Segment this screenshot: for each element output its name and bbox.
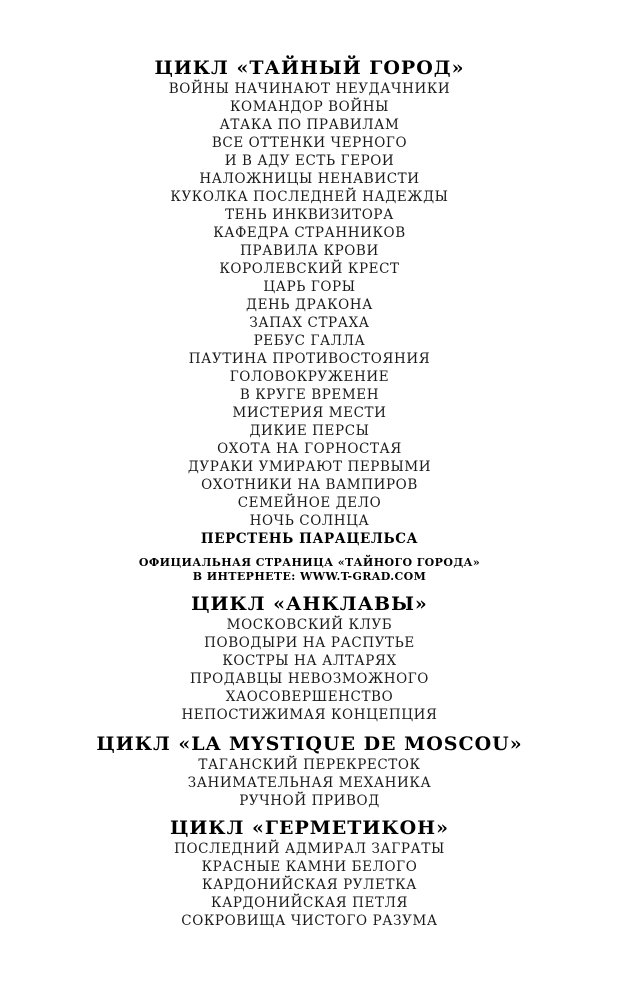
book-title: ДИКИЕ ПЕРСЫ	[249, 423, 370, 439]
book-title: ОХОТНИКИ НА ВАМПИРОВ	[201, 477, 418, 493]
book-title: ПРАВИЛА КРОВИ	[240, 243, 379, 259]
book-title: ПОСЛЕДНИЙ АДМИРАЛ ЗАГРАТЫ	[174, 841, 445, 857]
book-title: НОЧЬ СОЛНЦА	[249, 513, 370, 529]
book-title: КАРДОНИЙСКАЯ РУЛЕТКА	[202, 877, 417, 893]
book-title: В КРУГЕ ВРЕМЕН	[239, 387, 380, 403]
section-heading: ЦИКЛ «LA MYSTIQUE DE MOSCOU»	[96, 733, 523, 755]
book-title: РЕБУС ГАЛЛА	[253, 333, 366, 349]
book-title: МИСТЕРИЯ МЕСТИ	[232, 405, 387, 421]
book-title: РУЧНОЙ ПРИВОД	[239, 793, 380, 809]
book-title: КОРОЛЕВСКИЙ КРЕСТ	[219, 261, 400, 277]
book-title: ЦАРЬ ГОРЫ	[263, 279, 356, 295]
book-title: КРАСНЫЕ КАМНИ БЕЛОГО	[201, 859, 418, 875]
official-site-url-line: В ИНТЕРНЕТЕ: WWW.T-GRAD.COM	[192, 570, 427, 583]
book-title-new: ПЕРСТЕНЬ ПАРАЦЕЛЬСА	[200, 531, 419, 547]
book-title: ТЕНЬ ИНКВИЗИТОРА	[225, 207, 394, 223]
book-title: ДЕНЬ ДРАКОНА	[246, 297, 373, 313]
book-title: НЕПОСТИЖИМАЯ КОНЦЕПЦИЯ	[181, 707, 438, 723]
book-title: ЗАНИМАТЕЛЬНАЯ МЕХАНИКА	[187, 775, 432, 791]
book-title: АТАКА ПО ПРАВИЛАМ	[219, 117, 400, 133]
book-title: ПОВОДЫРИ НА РАСПУТЬЕ	[204, 635, 415, 651]
book-title: КОМАНДОР ВОЙНЫ	[230, 99, 389, 115]
official-site-note	[0, 556, 619, 584]
book-title: ПРОДАВЦЫ НЕВОЗМОЖНОГО	[190, 671, 429, 687]
section-germetikon	[0, 816, 619, 930]
book-title: ГОЛОВОКРУЖЕНИЕ	[229, 369, 390, 385]
section-heading: ЦИКЛ «ГЕРМЕТИКОН»	[169, 817, 450, 839]
book-title: СЕМЕЙНОЕ ДЕЛО	[237, 495, 382, 511]
book-title: ТАГАНСКИЙ ПЕРЕКРЕСТОК	[198, 757, 421, 773]
section-anklavy	[0, 592, 619, 724]
book-title: КОСТРЫ НА АЛТАРЯХ	[222, 653, 397, 669]
book-title: И В АДУ ЕСТЬ ГЕРОИ	[224, 153, 395, 169]
book-title: ПАУТИНА ПРОТИВОСТОЯНИЯ	[188, 351, 431, 367]
book-title: ЗАПАХ СТРАХА	[249, 315, 370, 331]
official-site-note-line: ОФИЦИАЛЬНАЯ СТРАНИЦА «ТАЙНОГО ГОРОДА»	[138, 556, 481, 569]
section-tainy-gorod	[0, 56, 619, 584]
book-title: СОКРОВИЩА ЧИСТОГО РАЗУМА	[181, 913, 438, 929]
book-title: КАФЕДРА СТРАННИКОВ	[213, 225, 406, 241]
section-heading: ЦИКЛ «ТАЙНЫЙ ГОРОД»	[154, 57, 465, 79]
book-title: ХАОСОВЕРШЕНСТВО	[225, 689, 394, 705]
book-title: ОХОТА НА ГОРНОСТАЯ	[217, 441, 402, 457]
book-title: МОСКОВСКИЙ КЛУБ	[226, 617, 393, 633]
book-title: КУКОЛКА ПОСЛЕДНЕЙ НАДЕЖДЫ	[170, 189, 449, 205]
book-title: ВОЙНЫ НАЧИНАЮТ НЕУДАЧНИКИ	[168, 81, 451, 97]
book-title: ДУРАКИ УМИРАЮТ ПЕРВЫМИ	[187, 459, 432, 475]
section-heading: ЦИКЛ «АНКЛАВЫ»	[191, 593, 428, 615]
book-title: НАЛОЖНИЦЫ НЕНАВИСТИ	[199, 171, 420, 187]
section-la-mystique-de-moscou	[0, 732, 619, 810]
book-title: КАРДОНИЙСКАЯ ПЕТЛЯ	[211, 895, 408, 911]
book-title: ВСЕ ОТТЕНКИ ЧЕРНОГО	[211, 135, 408, 151]
